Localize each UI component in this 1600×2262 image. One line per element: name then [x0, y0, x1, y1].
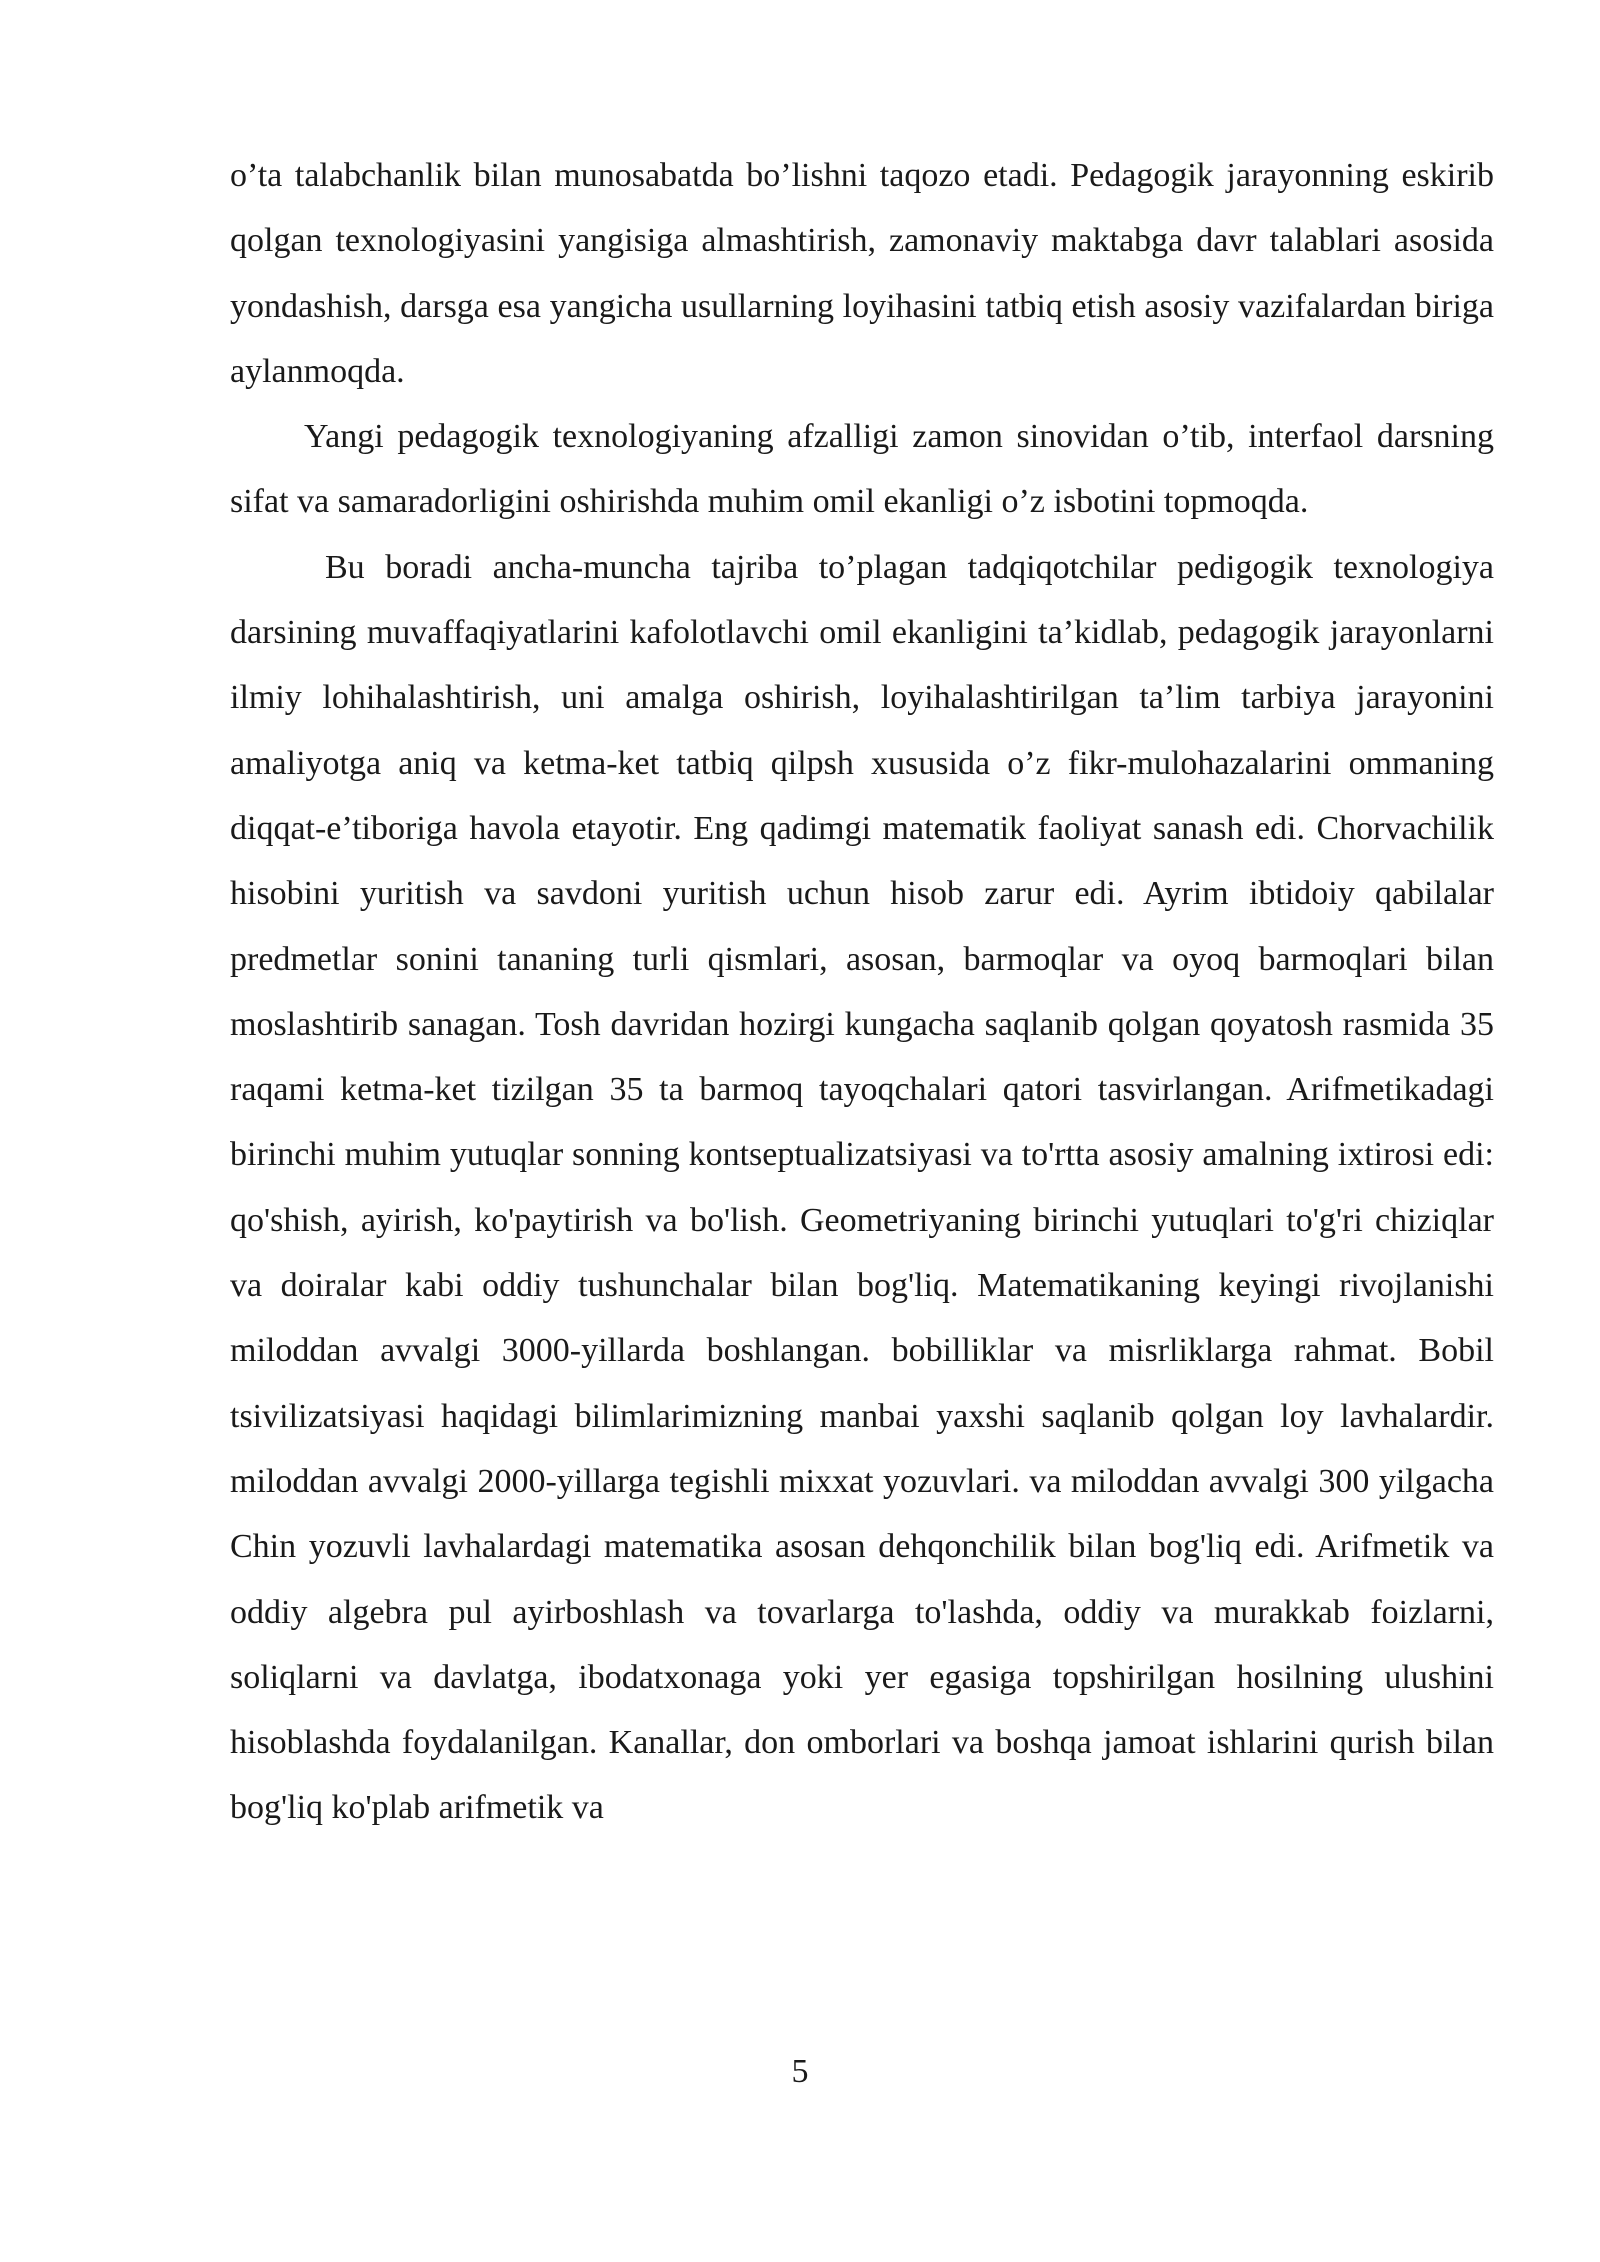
body-text	[230, 143, 1494, 1841]
paragraph-2: Yangi pedagogik texnologiyaning afzalligi zamon sinovidan o’tib, interfaol darsning sifat va samaradorligini oshirishda muhim omil ekanligi o’z isbotini topmoqda.	[230, 418, 1494, 521]
paragraph-1: o’ta talabchanlik bilan munosabatda bo’lishni taqozo etadi. Pedagogik jarayonning eskirib qolgan texnologiyasini yangisiga almashtirish, zamonaviy maktabga davr talablari asosida yondashish, darsga esa yangicha usullarning loyihasini tatbiq etish asosiy vazifalardan biriga aylanmoqda.	[230, 157, 1494, 390]
paragraph-3: Bu boradi ancha-muncha tajriba to’plagan tadqiqotchilar pedigogik texnologiya darsining muvaffaqiyatlarini kafolotlavchi omil ekanligini ta’kidlab, pedagogik jarayonlarni ilmiy lohihalashtirish, uni amalga oshirish, loyihalashtirilgan ta’lim tarbiya jarayonini amaliyotga aniq va ketma-ket tatbiq qilpsh xususida o’z fikr-mulohazalarini ommaning diqqat-e’tiboriga havola etayotir. Eng qadimgi matematik faoliyat sanash edi. Chorvachilik hisobini yuritish va savdoni yuritish uchun hisob zarur edi. Ayrim ibtidoiy qabilalar predmetlar sonini tananing turli qismlari, asosan, barmoqlar va oyoq barmoqlari bilan moslashtirib sanagan. Tosh davridan hozirgi kungacha saqlanib qolgan qoyatosh rasmida 35 raqami ketma-ket tizilgan 35 ta barmoq tayoqchalari qatori tasvirlangan. Arifmetikadagi birinchi muhim yutuqlar sonning kontseptualizatsiyasi va to'rtta asosiy amalning ixtirosi edi: qo'shish, ayirish, ko'paytirish va bo'lish. Geometriyaning birinchi yutuqlari to'g'ri chiziqlar va doiralar kabi oddiy tushunchalar bilan bog'liq. Matematikaning keyingi rivojlanishi miloddan avvalgi 3000-yillarda boshlangan. bobilliklar va misrliklarga rahmat. Bobil tsivilizatsiyasi haqidagi bilimlarimizning manbai yaxshi saqlanib qolgan loy lavhalardir. miloddan avvalgi 2000-yillarga tegishli mixxat yozuvlari. va miloddan avvalgi 300 yilgacha Chin yozuvli lavhalardagi matematika asosan dehqonchilik bilan bog'liq edi. Arifmetik va oddiy algebra pul ayirboshlash va tovarlarga to'lashda, oddiy va murakkab foizlarni, soliqlarni va davlatga, ibodatxonaga yoki yer egasiga topshirilgan hosilning ulushini hisoblashda foydalanilgan. Kanallar, don omborlari va boshqa jamoat ishlarini qurish bilan bog'liq ko'plab arifmetik va	[230, 548, 1494, 1827]
page-number: 5	[791, 2053, 809, 2090]
